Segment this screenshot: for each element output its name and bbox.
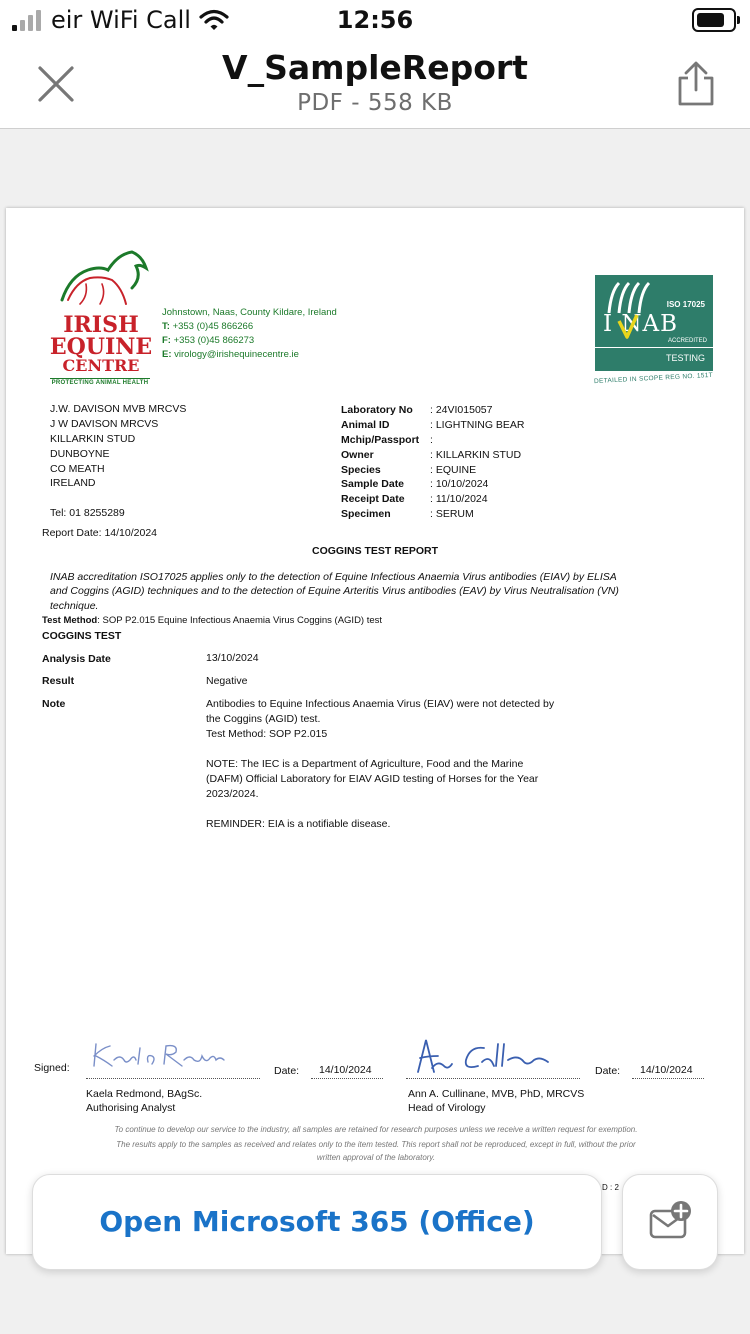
info-label: Laboratory No (341, 404, 413, 416)
mail-add-button[interactable] (622, 1174, 718, 1270)
signed-label: Signed: (34, 1062, 70, 1074)
battery-icon (692, 8, 736, 32)
info-value: : SERUM (430, 508, 474, 520)
info-label: Receipt Date (341, 493, 405, 505)
battery-nub (737, 16, 740, 24)
disclaimer-line: To continue to develop our service to the industry, all samples are retained for research purposes unless we receive a written request for exemption. (114, 1125, 638, 1134)
battery-level (697, 13, 724, 27)
phone-value: +353 (0)45 866266 (172, 321, 254, 332)
date-label: Date: (274, 1065, 300, 1077)
report-date: Report Date: 14/10/2024 (42, 527, 157, 539)
signal-strength-icon (12, 9, 41, 31)
pdf-page[interactable] (6, 208, 744, 1254)
test-method-label: Test Method (42, 615, 98, 626)
recipient-line: IRELAND (50, 477, 96, 489)
recipient-line: KILLARKIN STUD (50, 433, 136, 445)
document-title: V_SampleReport (222, 48, 528, 87)
date-label: Date: (595, 1065, 621, 1077)
sign-date-2: 14/10/2024 (640, 1064, 693, 1076)
status-bar (0, 0, 750, 42)
inab-nab-label: I NAB (603, 311, 679, 337)
info-value: : KILLARKIN STUD (430, 449, 522, 461)
email-label: E: (162, 349, 172, 360)
inab-stripes-icon (605, 281, 665, 315)
mail-add-icon (647, 1199, 695, 1241)
carrier-label: eir WiFi Call (51, 6, 191, 34)
note-line: NOTE: The IEC is a Department of Agriculture, Food and the Marine (206, 758, 524, 770)
share-icon (674, 60, 718, 108)
inab-testing-band (595, 347, 713, 372)
email-value: virology@irishequinecentre.ie (174, 349, 299, 360)
footer-fragment: D : 2 (602, 1183, 619, 1192)
note-line: (DAFM) Official Laboratory for EIAV AGID testing of Horses for the Year (206, 773, 539, 785)
disclaimer-line: written approval of the laboratory. (316, 1153, 436, 1162)
date-line (311, 1078, 383, 1079)
recipient-line: J W DAVISON MRCVS (50, 418, 159, 430)
status-left (12, 6, 229, 34)
accreditation-note-line: technique. (50, 600, 99, 612)
wifi-icon (199, 9, 229, 31)
document-subtitle: PDF - 558 KB (297, 90, 453, 116)
signatory-1-role: Authorising Analyst (86, 1102, 176, 1114)
info-label: Sample Date (341, 478, 405, 490)
info-value: : LIGHTNING BEAR (430, 419, 525, 431)
info-value: : (430, 434, 433, 446)
report-heading: COGGINS TEST REPORT (311, 545, 438, 557)
note-line: REMINDER: EIA is a notifiable disease. (206, 818, 391, 830)
disclaimer-line: The results apply to the samples as received and relates only to the item tested. This report shall not be reproduced, except in full, without the prior (116, 1140, 636, 1149)
open-microsoft-365-button[interactable] (32, 1174, 602, 1270)
inab-accreditation-badge (595, 275, 713, 371)
sign-date-1: 14/10/2024 (319, 1064, 372, 1076)
note-line: Antibodies to Equine Infectious Anaemia Virus (EIAV) were not detected by (206, 698, 555, 710)
signature-line (86, 1078, 260, 1079)
horse-logo-icon (56, 248, 150, 308)
logo-text-centre: CENTRE (62, 356, 140, 375)
info-label: Species (341, 464, 381, 476)
signature-line (406, 1078, 580, 1079)
test-method-value: : SOP P2.015 Equine Infectious Anaemia Virus Coggins (AGID) test (97, 615, 383, 626)
note-line: 2023/2024. (206, 788, 259, 800)
accreditation-note-line: and Coggins (AGID) techniques and to the detection of Equine Arteritis Virus antibodies (EAV) by Virus Neutralisation (VN) (50, 585, 619, 597)
recipient-line: DUNBOYNE (50, 448, 110, 460)
analysis-date-label: Analysis Date (42, 653, 111, 665)
inab-iso-label: ISO 17025 (666, 300, 705, 309)
info-label: Specimen (341, 508, 391, 520)
section-title: COGGINS TEST (42, 630, 122, 642)
logo-tagline: PROTECTING ANIMAL HEALTH (51, 380, 149, 386)
info-label: Animal ID (341, 419, 390, 431)
inab-testing-label: TESTING (665, 353, 705, 363)
result-label: Result (42, 675, 75, 687)
result-value: Negative (206, 675, 248, 687)
status-time: 12:56 (336, 6, 414, 34)
lab-phone (162, 320, 253, 334)
info-value: : EQUINE (430, 464, 477, 476)
recipient-tel: Tel: 01 8255289 (50, 507, 125, 519)
accreditation-note-line: INAB accreditation ISO17025 applies only to the detection of Equine Infectious Anaemia Virus antibodies (EIAV) by ELISA (50, 571, 617, 583)
fax-value: +353 (0)45 866273 (173, 335, 255, 346)
logo-text-equine: EQUINE (49, 334, 153, 360)
recipient-line: CO MEATH (50, 463, 105, 475)
info-label: Owner (341, 449, 374, 461)
info-value: : 11/10/2024 (430, 493, 488, 505)
recipient-line: J.W. DAVISON MVB MRCVS (50, 403, 187, 415)
inab-accredited-label: ACCREDITED (667, 338, 707, 344)
info-value: : 24VI015057 (430, 404, 493, 416)
date-line (632, 1078, 704, 1079)
signatory-2-role: Head of Virology (408, 1102, 486, 1114)
test-method (42, 614, 382, 629)
open-button-label: Open Microsoft 365 (Office) (99, 1205, 535, 1238)
lab-fax (162, 334, 254, 348)
fax-label: F: (162, 335, 171, 346)
document-nav-bar (0, 42, 750, 129)
info-label: Mchip/Passport (341, 434, 420, 446)
analysis-date-value: 13/10/2024 (206, 652, 259, 664)
info-value: : 10/10/2024 (430, 478, 489, 490)
lab-address: Johnstown, Naas, County Kildare, Ireland (162, 307, 337, 318)
note-line: Test Method: SOP P2.015 (206, 728, 328, 740)
signature-kaela (90, 1040, 230, 1070)
phone-label: T: (162, 321, 170, 332)
inab-scope-text: DETAILED IN SCOPE REG NO. 151T (593, 371, 714, 386)
signatory-2-name: Ann A. Cullinane, MVB, PhD, MRCVS (408, 1088, 585, 1100)
lab-email (162, 348, 299, 362)
note-label: Note (42, 698, 66, 710)
signatory-1-name: Kaela Redmond, BAgSc. (86, 1088, 203, 1100)
logo-text-irish: IRISH (63, 312, 139, 338)
signature-ann (408, 1036, 558, 1076)
share-button[interactable] (674, 60, 718, 108)
note-line: the Coggins (AGID) test. (206, 713, 321, 725)
inab-checkmark-icon (617, 313, 639, 339)
